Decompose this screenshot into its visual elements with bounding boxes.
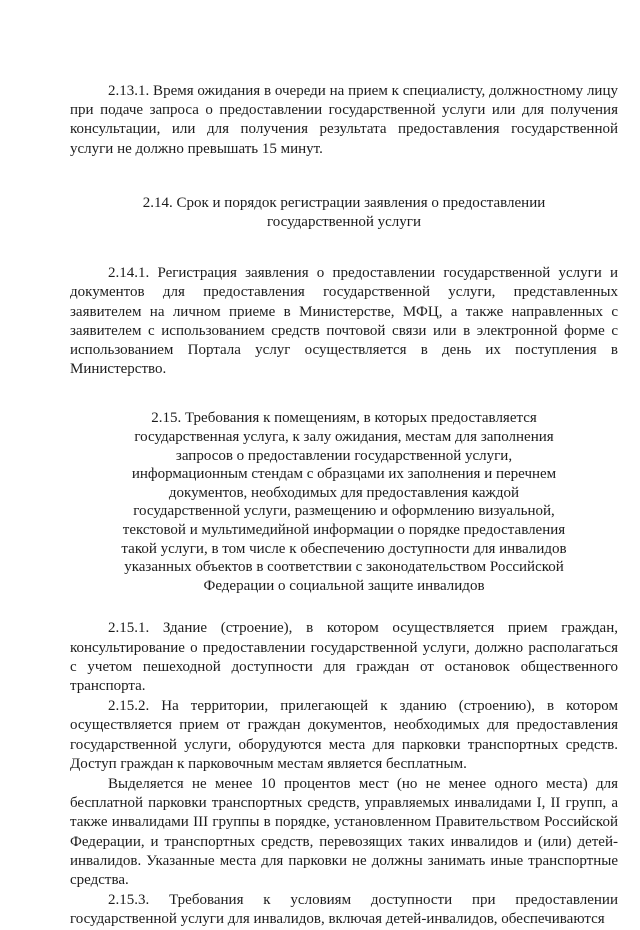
- paragraph-2-15-3: 2.15.3. Требования к условиям доступности при предоставлении государственной услуги для инвалидов, включая детей-инвалидов, обеспечиваются: [70, 892, 618, 928]
- section-heading-2-14: 2.14. Срок и порядок регистрации заявления о предоставлении государственной услуги: [142, 194, 546, 231]
- paragraph-2-13-1: 2.13.1. Время ожидания в очереди на прием к специалисту, должностному лицу при подаче запроса о предоставлении государственной услуги или для получения консультации, или для получения результата предоставления государственной услуги не должно превышать 15 минут.: [70, 83, 618, 157]
- paragraph-2-15-2: 2.15.2. На территории, прилегающей к зданию (строению), в котором осуществляется прием от граждан документов, необходимых для предоставления государственной услуги, оборудуются места для парковки транспортных средств. Доступ граждан к парковочным местам является бесплатным.: [70, 698, 618, 772]
- paragraph-2-15-1: 2.15.1. Здание (строение), в котором осуществляется прием граждан, консультирование о предоставлении государственной услуги, должно располагаться с учетом пешеходной доступности для граждан от остановок общественного транспорта.: [70, 620, 618, 694]
- paragraph-parking-quota: Выделяется не менее 10 процентов мест (но не менее одного места) для бесплатной парковки транспортных средств, управляемых инвалидами I, II групп, а также инвалидами III группы в порядке, установленном Правительством Российской Федерации, и транспортных средств, перевозящих таких инвалидов и (или) детей-инвалидов. Указанные места для парковки не должны занимать иные транспортные средства.: [70, 776, 618, 889]
- paragraph-2-14-1: 2.14.1. Регистрация заявления о предоставлении государственной услуги и документов для предоставления государственной услуги, представленных заявителем на личном приеме в Министерстве, МФЦ, а также направленных с заявителем с использованием средств почтовой связи или в электронной форме с использованием Портала услуг осуществляется в день их поступления в Министерство.: [70, 265, 618, 378]
- section-heading-2-15: 2.15. Требования к помещениям, в которых предоставляется государственная услуга, к залу ожидания, местам для заполнения запросов о предоставлении государственной услуги, информационным стендам с образцами их заполнения и перечнем документов, необходимых для предоставления каждой государственной услуги, размещению и оформлению визуальной, текстовой и мультимедийной информации о порядке предоставления такой услуги, в том числе к обеспечению доступности для инвалидов указанных объектов в соответствии с законодательством Российской Федерации о социальной защите инвалидов: [121, 410, 567, 594]
